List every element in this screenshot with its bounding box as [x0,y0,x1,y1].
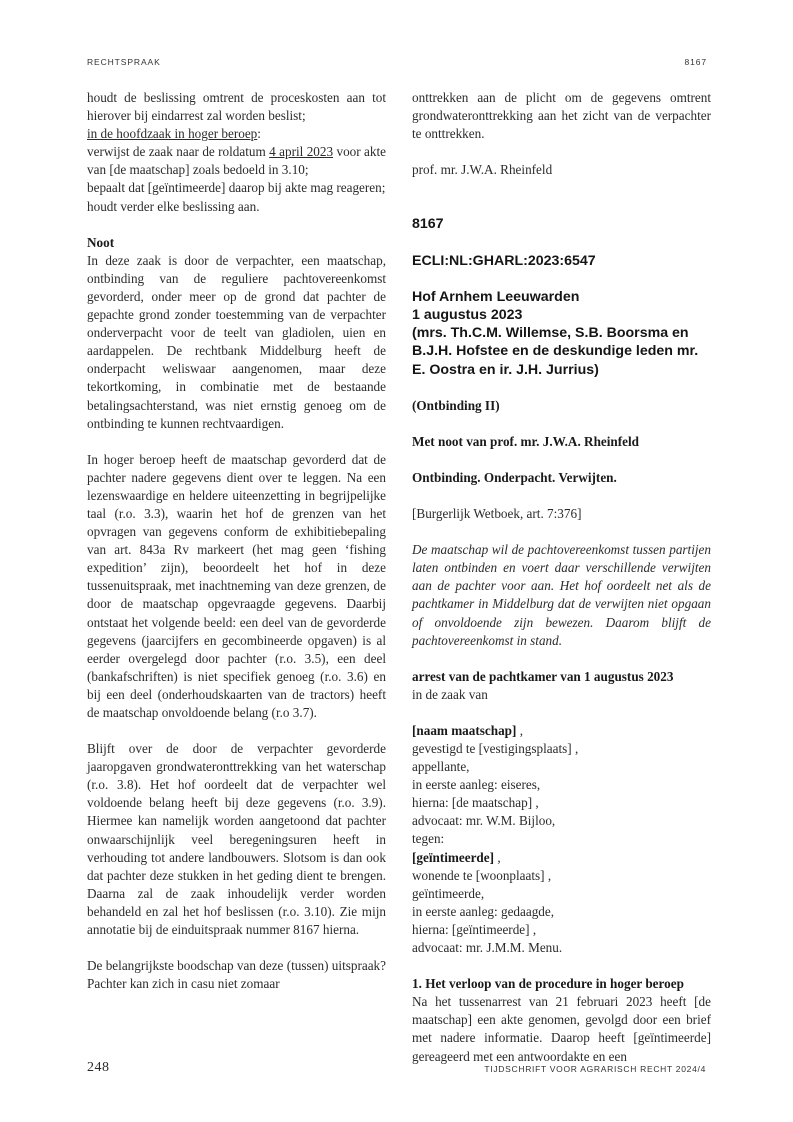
court-name: Hof Arnhem Leeuwarden [412,288,580,305]
party-line: advocaat: mr. J.M.M. Menu. [412,940,563,956]
decision-date: 1 augustus 2023 [412,306,523,323]
dictum-verwijst: verwijst de zaak naar de roldatum 4 april 2023 voor akte van [de maatschap] zoals bedoeld in 3.10; [87,144,387,178]
dictum-bepaalt: bepaalt dat [geïntimeerde] daarop bij akte mag reageren; [87,180,386,196]
ecli-heading: ECLI:NL:GHARL:2023:6547 [412,252,596,269]
party-line: advocaat: mr. W.M. Bijloo, [412,813,556,829]
left-column [87,89,386,993]
dictum-proceskosten: houdt de beslissing omtrent de proceskosten aan tot hierover bij eindarrest zal worden beslist; [87,90,386,124]
note-by: Met noot van prof. mr. J.W.A. Rheinfeld [412,433,639,449]
party-respondent-name: [geïntimeerde] , [412,849,501,865]
running-head-section: RECHTSPRAAK [87,57,161,67]
party-appellant-name: [naam maatschap] , [412,722,523,738]
hoofdzaak-label: in de hoofdzaak in hoger beroep [87,126,258,142]
party-line: geïntimeerde, [412,885,485,901]
right-column [412,89,711,1066]
running-head-case-number: 8167 [684,57,707,67]
case-title: (Ontbinding II) [412,397,500,413]
party-line: appellante, [412,759,470,775]
arrest-subheading: in de zaak van [412,686,488,702]
note-paragraph: In deze zaak is door de verpachter, een maatschap, ontbinding van de reguliere pachtovereenkomst gevorderd, onder meer op de grond dat pachter de gepachte grond zonder toestemming van de verpachter onderverpacht voor de teelt van gladiolen, uien en aardappelen. De rechtbank Middelburg heeft de onderpacht weliswaar aangenomen, maar deze tekortkoming, in combinatie met de bestaande betalingsachterstand, was niet ernstig genoeg om de ontbinding te kunnen rechtvaardigen. [87,252,386,431]
note-heading: Noot [87,234,115,250]
party-line: in eerste aanleg: gedaagde, [412,903,555,919]
party-line: wonende te [woonplaats] , [412,867,552,883]
case-summary: De maatschap wil de pachtovereenkomst tussen partijen laten ontbinden en voert daar verschillende verwijten aan de pachter voor aan. Het hof oordeelt net als de pachtkamer in Middelburg dat de verwijten niet opgaan of onvoldoende zijn bewezen. Daarom blijft de pachtovereenkomst in stand. [412,542,711,648]
note-paragraph: Blijft over de door de verpachter gevorderde jaaropgaven grondwateronttrekking van het waterschap (r.o. 3.8). Het hof oordeelt dat de verpachter wel voldoende belang heeft bij deze gegevens (r.o. 3.9). Hiermee kan namelijk worden aangetoond dat pachter onwaarschijnlijk veel beregeningsuren heeft in verhouding tot andere landbouwers. Slotsom is dan ook dat pachter deze stukken in het geding dient te brengen. Daarna zal de zaak inhoudelijk verder worden behandeld en zal het hof beslissen (r.o. 3.10). Zie mijn annotatie bij de einduitspraak nummer 8167 hierna. [87,741,386,938]
page-number: 248 [87,1060,110,1075]
statute-reference: [Burgerlijk Wetboek, art. 7:376] [412,506,582,522]
journal-title: TIJDSCHRIFT VOOR AGRARISCH RECHT 2024/4 [484,1064,706,1074]
arrest-heading: arrest van de pachtkamer van 1 augustus 2023 [412,668,674,684]
roldatum: 4 april 2023 [269,144,334,160]
section-1-heading: 1. Het verloop van de procedure in hoger beroep [412,976,684,992]
note-paragraph: In hoger beroep heeft de maatschap gevorderd dat de pachter nadere gegevens dient over te leggen. Na een lezenswaardige en heldere uiteenzetting in begrijpelijke taal (r.o. 3.3), waarin het hof de grenzen van het opvragen van gegevens conform de exhibitiebepaling van art. 843a Rv markeert (het mag geen ‘fishing expedition’ zijn), beoordeelt het hof in deze tussenuitspraak, met inachtneming van deze grenzen, de door de maatschap opgevraagde gegevens. Daarbij ontstaat het volgende beeld: een deel van de gevorderde gegevens (jaarcijfers en gecombineerde opgaven) is al eerder overgelegd door pachter (r.o. 3.5), een deel (bankafschriften) is niet specifiek genoeg (r.o. 3.6) en bij een deel (onderhoudskaarten van de tractors) heeft de maatschap onvoldoende belang (r.o 3.7). [87,451,386,720]
dictum-hoofdzaak: in de hoofdzaak in hoger beroep: [87,126,261,142]
party-line: hierna: [de maatschap] , [412,795,539,811]
party-line: gevestigd te [vestigingsplaats] , [412,741,579,757]
note-paragraph: De belangrijkste boodschap van deze (tussen) uitspraak? Pachter kan zich in casu niet zomaar [87,958,386,992]
keywords: Ontbinding. Onderpacht. Verwijten. [412,469,617,485]
judges: (mrs. Th.C.M. Willemse, S.B. Boorsma en B.J.H. Hofstee en de deskundige leden mr. E. Oostra en ir. J.H. Jurrius) [412,325,699,378]
section-1-text: Na het tussenarrest van 21 februari 2023 heeft [de maatschap] een akte genomen, gevolgd door een brief met nadere informatie. Daarop heeft [geïntimeerde] gereageerd met een antwoordakte en een [412,994,711,1064]
note-continuation: onttrekken aan de plicht om de gegevens omtrent grondwateronttrekking aan het zicht van de verpachter te onttrekken. [412,90,711,142]
annotator-signature: prof. mr. J.W.A. Rheinfeld [412,162,553,178]
party-line: hierna: [geïntimeerde] , [412,921,537,937]
party-line: in eerste aanleg: eiseres, [412,777,541,793]
case-number-heading: 8167 [412,216,444,233]
dictum-houdt: houdt verder elke beslissing aan. [87,198,260,214]
party-line: tegen: [412,831,445,847]
